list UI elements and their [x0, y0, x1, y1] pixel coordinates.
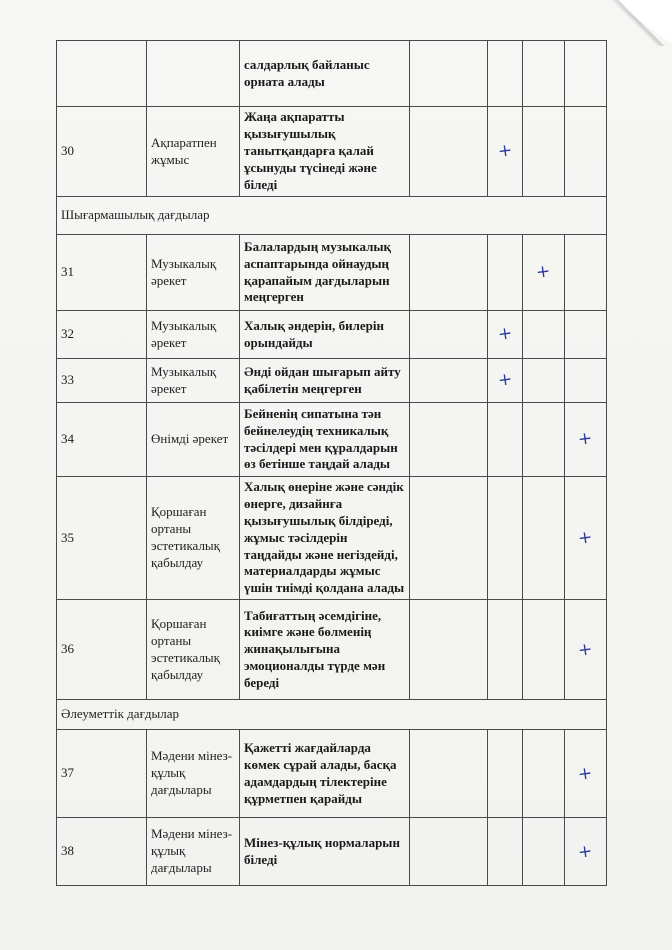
mark-cell	[523, 359, 565, 403]
mark-cell	[565, 41, 607, 107]
mark-cell	[410, 107, 488, 197]
skill-area: Қоршаған ортаны эстетикалық қабылдау	[147, 477, 240, 600]
mark-cell	[523, 107, 565, 197]
mark-cell	[565, 403, 607, 477]
skill-description: Балалардың музыкалық аспаптарында ойнаудың қарапайым дағдыларын меңгерген	[240, 235, 410, 311]
table-row	[57, 600, 607, 700]
mark-cell	[523, 818, 565, 886]
row-number: 30	[57, 107, 147, 197]
skill-area: Өнімді әрекет	[147, 403, 240, 477]
skill-description: Жаңа ақпаратты қызығушылық танытқандарға қалай ұсынуды түсінеді және біледі	[240, 107, 410, 197]
mark-cell	[565, 600, 607, 700]
skill-description: салдарлық байланыс орната алады	[240, 41, 410, 107]
mark-cell	[488, 107, 523, 197]
checkmark-plus-icon: +	[535, 261, 552, 284]
assessment-table	[56, 40, 607, 886]
mark-cell	[410, 730, 488, 818]
mark-cell	[410, 235, 488, 311]
mark-cell	[488, 818, 523, 886]
table-row	[57, 107, 607, 197]
mark-cell	[488, 359, 523, 403]
row-number: 33	[57, 359, 147, 403]
skill-area: Ақпаратпен жұмыс	[147, 107, 240, 197]
checkmark-plus-icon: +	[577, 762, 594, 785]
checkmark-plus-icon: +	[496, 140, 514, 163]
skill-area	[147, 41, 240, 107]
mark-cell	[410, 600, 488, 700]
mark-cell	[488, 311, 523, 359]
checkmark-plus-icon: +	[496, 323, 514, 346]
mark-cell	[488, 41, 523, 107]
mark-cell	[523, 41, 565, 107]
mark-cell	[488, 235, 523, 311]
skill-description: Бейненің сипатына тән бейнелеудің техникалық тәсілдері мен құралдарын өз бетінше таңдай алады	[240, 403, 410, 477]
row-number: 35	[57, 477, 147, 600]
row-number: 34	[57, 403, 147, 477]
mark-cell	[410, 41, 488, 107]
row-number: 31	[57, 235, 147, 311]
skill-area: Музыкалық әрекет	[147, 235, 240, 311]
skill-description: Мінез-құлық нормаларын біледі	[240, 818, 410, 886]
mark-cell	[565, 235, 607, 311]
checkmark-plus-icon: +	[577, 527, 594, 549]
skill-description: Қажетті жағдайларда көмек сұрай алады, басқа адамдардың тілектеріне құрметпен қарайды	[240, 730, 410, 818]
skill-description: Халық өнеріне және сәндік өнерге, дизайнға қызығушылық білдіреді, жұмыс тәсілдерін таңдайды және негіздейді, материалдарды жұмыс үшін тиімді қолдана алады	[240, 477, 410, 600]
mark-cell	[565, 818, 607, 886]
page-corner-fold-shadow	[608, 0, 672, 46]
mark-cell	[488, 730, 523, 818]
row-number	[57, 41, 147, 107]
mark-cell	[523, 730, 565, 818]
mark-cell	[410, 311, 488, 359]
row-number: 36	[57, 600, 147, 700]
checkmark-plus-icon: +	[577, 840, 594, 863]
skill-area: Музыкалық әрекет	[147, 311, 240, 359]
mark-cell	[523, 403, 565, 477]
mark-cell	[488, 477, 523, 600]
mark-cell	[523, 311, 565, 359]
mark-cell	[410, 359, 488, 403]
table-row	[57, 403, 607, 477]
skill-area: Мәдени мінез-құлық дағдылары	[147, 818, 240, 886]
skill-description: Әнді ойдан шығарып айту қабілетін меңгерген	[240, 359, 410, 403]
section-row	[57, 197, 607, 235]
mark-cell	[488, 403, 523, 477]
mark-cell	[410, 477, 488, 600]
checkmark-plus-icon: +	[577, 638, 594, 661]
table-row	[57, 235, 607, 311]
section-row	[57, 700, 607, 730]
mark-cell	[523, 600, 565, 700]
row-number: 37	[57, 730, 147, 818]
mark-cell	[488, 600, 523, 700]
skill-area: Мәдени мінез-құлық дағдылары	[147, 730, 240, 818]
mark-cell	[565, 477, 607, 600]
mark-cell	[523, 235, 565, 311]
row-number: 38	[57, 818, 147, 886]
mark-cell	[523, 477, 565, 600]
skill-area: Қоршаған ортаны эстетикалық қабылдау	[147, 600, 240, 700]
table-row	[57, 818, 607, 886]
section-heading: Әлеуметтік дағдылар	[57, 700, 607, 730]
skill-description: Табиғаттың әсемдігіне, киімге және бөлменің жинақылығына эмоционалды түрде мән береді	[240, 600, 410, 700]
mark-cell	[410, 818, 488, 886]
table-row	[57, 311, 607, 359]
table-row	[57, 477, 607, 600]
mark-cell	[565, 311, 607, 359]
section-heading: Шығармашылық дағдылар	[57, 197, 607, 235]
checkmark-plus-icon: +	[577, 428, 594, 451]
checkmark-plus-icon: +	[496, 369, 514, 392]
row-number: 32	[57, 311, 147, 359]
mark-cell	[565, 107, 607, 197]
table-row	[57, 41, 607, 107]
mark-cell	[410, 403, 488, 477]
skill-area: Музыкалық әрекет	[147, 359, 240, 403]
skill-description: Халық әндерін, билерін орындайды	[240, 311, 410, 359]
table-row	[57, 730, 607, 818]
mark-cell	[565, 359, 607, 403]
mark-cell	[565, 730, 607, 818]
table-row	[57, 359, 607, 403]
